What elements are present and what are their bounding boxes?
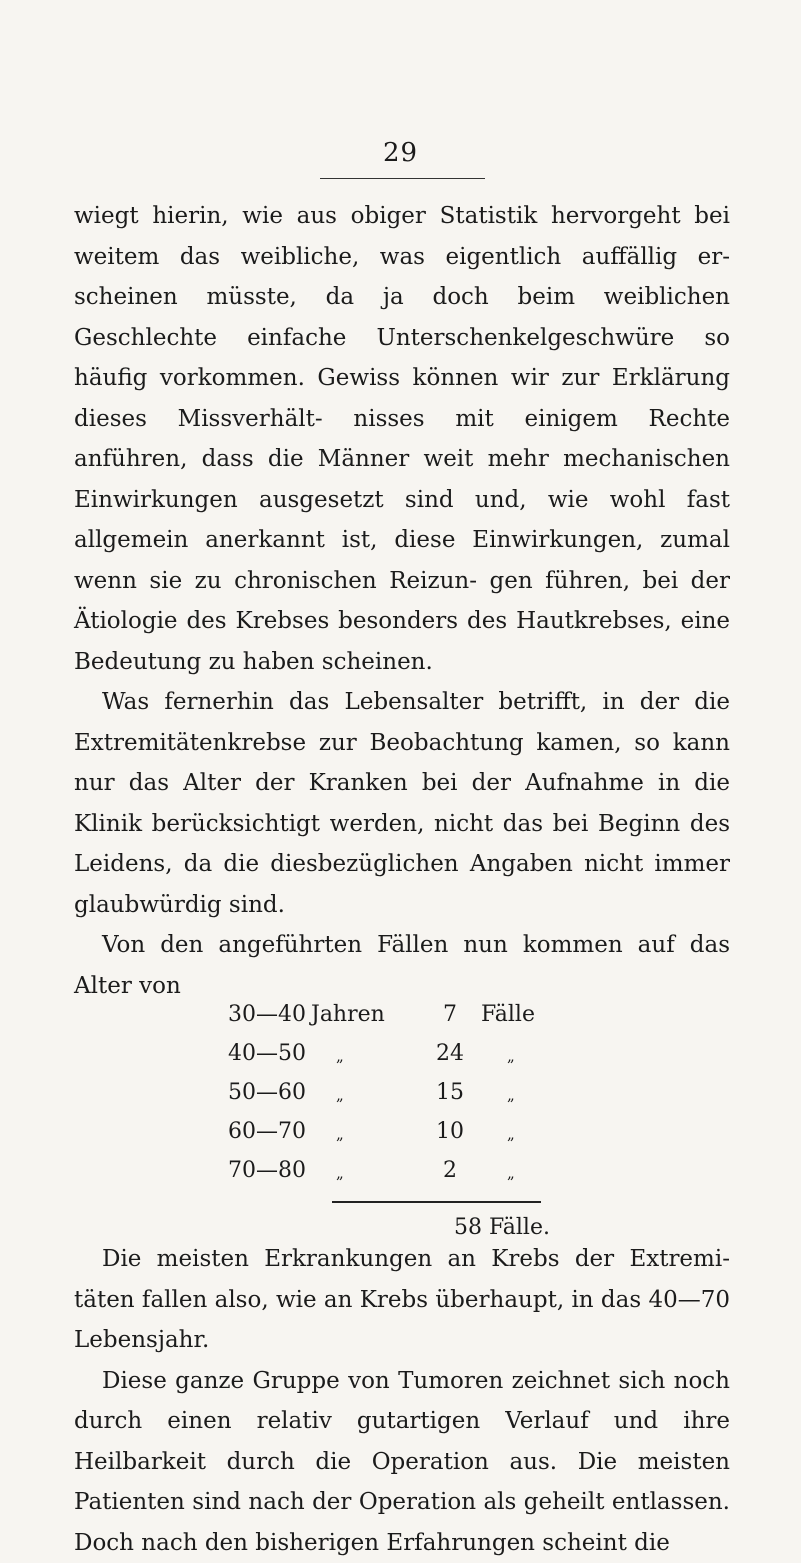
case-count: 2: [430, 1158, 470, 1183]
table-row: [198, 1080, 558, 1119]
ditto-mark: „: [507, 1164, 515, 1182]
age-statistics-table: [198, 1002, 558, 1197]
paragraph-1: wiegt hierin, wie aus obiger Statistik hervorgeht bei weitem das weibliche, was eigentlich auffällig er- scheinen müsste, da ja doch beim weiblichen Geschlechte einfache Unterschenkelgeschwüre so häufig vorkommen. Gewiss können wir zur Erklärung dieses Missverhält- nisses mit einigem Rechte anführen, dass die Männer weit mehr mechanischen Einwirkungen ausgesetzt sind und, wie wohl fast allgemein anerkannt ist, diese Einwirkungen, zumal wenn sie zu chronischen Reizun- gen führen, bei der Ätiologie des Krebses besonders des Hautkrebses, eine Bedeutung zu haben scheinen.: [74, 196, 730, 682]
ditto-mark: „: [336, 1086, 344, 1104]
age-unit: Jahren: [311, 1002, 385, 1027]
age-range: 70—80: [228, 1158, 306, 1183]
page-number: 29: [0, 138, 801, 168]
body-text-bottom: [74, 1239, 730, 1563]
age-range: 30—40: [228, 1002, 306, 1027]
ditto-mark: „: [507, 1047, 515, 1065]
ditto-mark: „: [507, 1086, 515, 1104]
case-count: 15: [430, 1080, 470, 1105]
age-range: 40—50: [228, 1041, 306, 1066]
cases-label: Fälle: [481, 1002, 535, 1027]
ditto-mark: „: [336, 1164, 344, 1182]
table-row: [198, 1002, 558, 1041]
ditto-mark: „: [336, 1047, 344, 1065]
body-text-top: [74, 196, 730, 1006]
sum-rule: [332, 1201, 541, 1203]
paragraph-5: Diese ganze Gruppe von Tumoren zeichnet sich noch durch einen relativ gutartigen Verlauf und ihre Heilbarkeit durch die Operation aus. Die meisten Patienten sind nach der Operation als geheilt entlassen. Doch nach den bisherigen Erfahrungen scheint die: [74, 1361, 730, 1563]
table-row: [198, 1158, 558, 1197]
ditto-mark: „: [507, 1125, 515, 1143]
age-range: 60—70: [228, 1119, 306, 1144]
table-row: [198, 1041, 558, 1080]
case-count: 7: [430, 1002, 470, 1027]
table-row: [198, 1119, 558, 1158]
age-range: 50—60: [228, 1080, 306, 1105]
paragraph-4: Die meisten Erkrankungen an Krebs der Extremi- täten fallen also, wie an Krebs überhaupt, in das 40—70 Lebensjahr.: [74, 1239, 730, 1361]
case-count: 10: [430, 1119, 470, 1144]
case-count: 24: [430, 1041, 470, 1066]
total-cases: 58 Fälle.: [454, 1215, 550, 1240]
ditto-mark: „: [336, 1125, 344, 1143]
paragraph-2: Was fernerhin das Lebensalter betrifft, in der die Extremitätenkrebse zur Beobachtung kamen, so kann nur das Alter der Kranken bei der Aufnahme in die Klinik berücksichtigt werden, nicht das bei Beginn des Leidens, da die diesbezüglichen Angaben nicht immer glaubwürdig sind.: [74, 682, 730, 925]
paragraph-3: Von den angeführten Fällen nun kommen auf das Alter von: [74, 925, 730, 1006]
page-number-rule: [320, 178, 485, 179]
